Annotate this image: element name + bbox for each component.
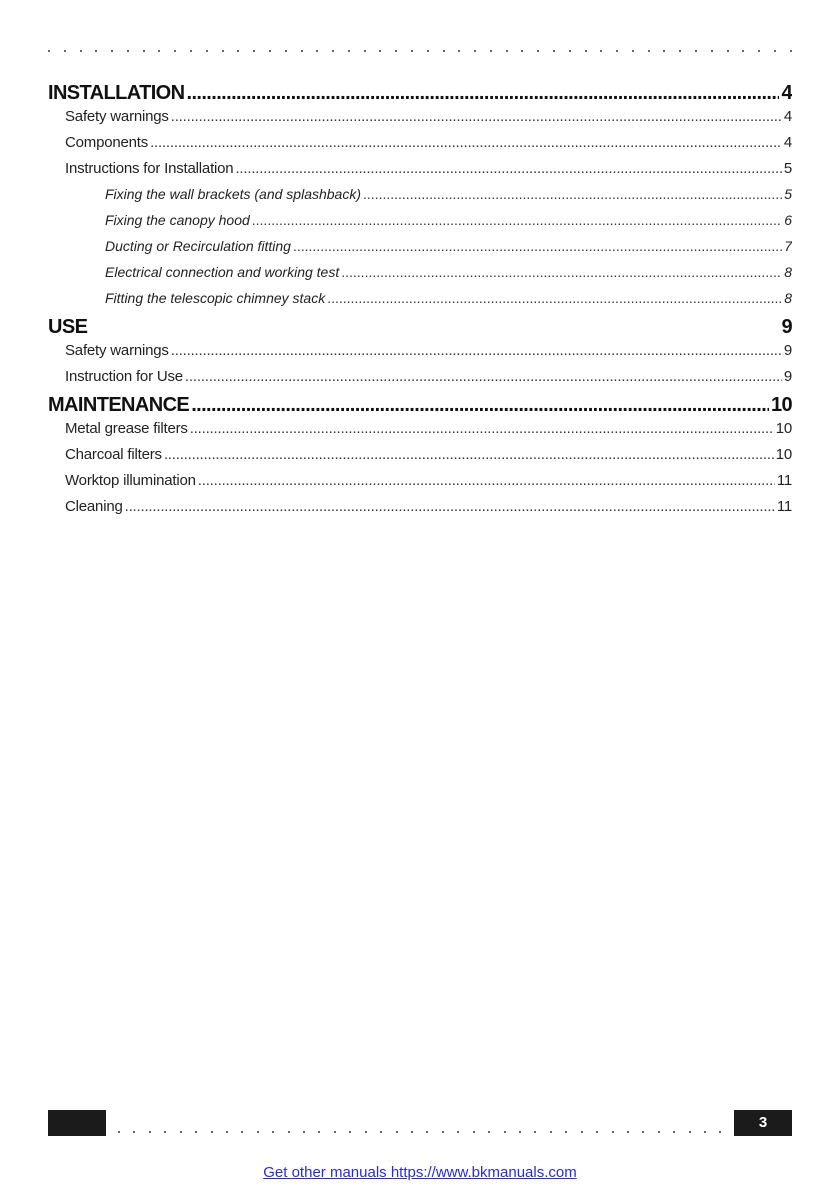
rule-dot: [695, 50, 697, 52]
rule-dot: [365, 1131, 367, 1133]
toc-entry[interactable]: [48, 108, 792, 134]
rule-dot: [206, 50, 208, 52]
rule-dot: [118, 1131, 120, 1133]
top-dotted-rule: [48, 44, 792, 58]
toc-entry-label: Worktop illumination: [65, 472, 196, 489]
toc-page-number: 5: [783, 160, 792, 177]
toc-subentry[interactable]: [48, 186, 792, 212]
rule-dot: [581, 1131, 583, 1133]
rule-dot: [521, 50, 523, 52]
dot-leader: [191, 394, 769, 417]
rule-dot: [272, 1131, 274, 1133]
rule-dot: [316, 50, 318, 52]
rule-dot: [596, 1131, 598, 1133]
rule-dot: [111, 50, 113, 52]
toc-subentry[interactable]: [48, 290, 792, 316]
rule-dot: [790, 50, 792, 52]
rule-dot: [627, 1131, 629, 1133]
rule-dot: [379, 50, 381, 52]
dot-leader: [125, 498, 775, 515]
rule-dot: [727, 50, 729, 52]
toc-entry[interactable]: [48, 134, 792, 160]
toc-page-number: 4: [781, 82, 792, 104]
toc-entry-label: Safety warnings: [65, 108, 169, 125]
toc-page-number: 10: [775, 420, 792, 437]
rule-dot: [348, 50, 350, 52]
rule-dot: [679, 50, 681, 52]
rule-dot: [158, 50, 160, 52]
rule-dot: [164, 1131, 166, 1133]
rule-dot: [349, 1131, 351, 1133]
rule-dot: [241, 1131, 243, 1133]
toc-section-maintenance[interactable]: [48, 394, 792, 420]
rule-dot: [257, 1131, 259, 1133]
rule-dot: [269, 50, 271, 52]
toc-page-number: 4: [783, 108, 792, 125]
rule-dot: [458, 50, 460, 52]
toc-entry[interactable]: [48, 498, 792, 524]
rule-dot: [550, 1131, 552, 1133]
toc-entry[interactable]: [48, 342, 792, 368]
rule-dot: [80, 50, 82, 52]
toc-entry-label: Components: [65, 134, 149, 151]
toc-subentry[interactable]: [48, 264, 792, 290]
dot-leader: [252, 212, 782, 228]
rule-dot: [301, 50, 303, 52]
rule-dot: [396, 1131, 398, 1133]
rule-dot: [253, 50, 255, 52]
rule-dot: [569, 50, 571, 52]
rule-dot: [537, 50, 539, 52]
rule-dot: [648, 50, 650, 52]
rule-dot: [504, 1131, 506, 1133]
rule-dot: [190, 50, 192, 52]
toc-section-installation[interactable]: [48, 82, 792, 108]
dot-leader: [293, 238, 782, 254]
rule-dot: [742, 50, 744, 52]
toc-entry-label: Ducting or Recirculation fitting: [105, 238, 291, 254]
toc-entry-label: Cleaning: [65, 498, 123, 515]
toc-entry-label: Electrical connection and working test: [105, 264, 340, 280]
rule-dot: [411, 50, 413, 52]
toc-entry-label: Instruction for Use: [65, 368, 183, 385]
rule-dot: [534, 1131, 536, 1133]
rule-dot: [288, 1131, 290, 1133]
toc-subentry[interactable]: [48, 238, 792, 264]
dot-leader: [190, 420, 774, 437]
dot-leader: [185, 368, 782, 385]
rule-dot: [364, 50, 366, 52]
rule-dot: [616, 50, 618, 52]
bottom-dotted-rule: [118, 1128, 722, 1136]
toc-page-number: 9: [783, 368, 792, 385]
dot-leader: [164, 446, 774, 463]
toc-page-number: 9: [783, 342, 792, 359]
toc-entry-label: Safety warnings: [65, 342, 169, 359]
rule-dot: [411, 1131, 413, 1133]
dot-leader: [186, 82, 779, 105]
toc-entry-label: Metal grease filters: [65, 420, 188, 437]
dot-leader: [327, 290, 782, 306]
toc-page-number: 8: [784, 264, 792, 280]
dot-leader: [235, 160, 781, 177]
rule-dot: [585, 50, 587, 52]
rule-dot: [48, 50, 50, 52]
rule-dot: [143, 50, 145, 52]
rule-dot: [285, 50, 287, 52]
toc-entry[interactable]: [48, 420, 792, 446]
dot-leader: [341, 264, 782, 280]
page-number-badge: 3: [734, 1110, 792, 1136]
toc-page-number: 11: [776, 498, 792, 515]
rule-dot: [632, 50, 634, 52]
toc-entry-label: Fitting the telescopic chimney stack: [105, 290, 326, 306]
rule-dot: [663, 50, 665, 52]
rule-dot: [427, 50, 429, 52]
toc-entry[interactable]: [48, 368, 792, 394]
toc-page-number: 5: [784, 186, 792, 202]
rule-dot: [488, 1131, 490, 1133]
rule-dot: [506, 50, 508, 52]
rule-dot: [64, 50, 66, 52]
toc-page-number: 9: [781, 316, 792, 338]
rule-dot: [211, 1131, 213, 1133]
rule-dot: [195, 1131, 197, 1133]
rule-dot: [600, 50, 602, 52]
rule-dot: [442, 1131, 444, 1133]
toc-entry-label: Fixing the wall brackets (and splashback): [105, 186, 362, 202]
rule-dot: [474, 50, 476, 52]
rule-dot: [133, 1131, 135, 1133]
rule-dot: [226, 1131, 228, 1133]
rule-dot: [180, 1131, 182, 1133]
toc-entry-label: INSTALLATION: [48, 82, 185, 104]
table-of-contents: [48, 82, 792, 524]
rule-dot: [222, 50, 224, 52]
rule-dot: [565, 1131, 567, 1133]
rule-dot: [395, 50, 397, 52]
rule-dot: [719, 1131, 721, 1133]
toc-section-use[interactable]: [48, 316, 792, 342]
toc-entry-label: USE: [48, 316, 88, 338]
rule-dot: [553, 50, 555, 52]
rule-dot: [612, 1131, 614, 1133]
rule-dot: [711, 50, 713, 52]
rule-dot: [758, 50, 760, 52]
rule-dot: [149, 1131, 151, 1133]
rule-dot: [303, 1131, 305, 1133]
toc-entry[interactable]: [48, 160, 792, 186]
rule-dot: [332, 50, 334, 52]
toc-entry-label: MAINTENANCE: [48, 394, 190, 416]
dot-leader: [363, 186, 782, 202]
rule-dot: [127, 50, 129, 52]
toc-page-number: 11: [776, 472, 792, 489]
toc-page-number: 6: [784, 212, 792, 228]
dot-leader: [150, 134, 782, 151]
dot-leader: [171, 342, 782, 359]
rule-dot: [237, 50, 239, 52]
toc-page-number: 10: [775, 446, 792, 463]
toc-page-number: 8: [784, 290, 792, 306]
toc-page-number: 10: [770, 394, 792, 416]
rule-dot: [95, 50, 97, 52]
toc-entry-label: Charcoal filters: [65, 446, 162, 463]
toc-entry-label: Fixing the canopy hood: [105, 212, 250, 228]
toc-entry[interactable]: [48, 446, 792, 472]
rule-dot: [519, 1131, 521, 1133]
rule-dot: [473, 1131, 475, 1133]
rule-dot: [174, 50, 176, 52]
rule-dot: [658, 1131, 660, 1133]
manuals-link[interactable]: Get other manuals https://www.bkmanuals.com: [263, 1164, 577, 1181]
rule-dot: [774, 50, 776, 52]
toc-entry-label: Instructions for Installation: [65, 160, 234, 177]
toc-entry[interactable]: [48, 472, 792, 498]
rule-dot: [689, 1131, 691, 1133]
dot-leader: [198, 472, 775, 489]
dot-leader: [171, 108, 782, 125]
rule-dot: [426, 1131, 428, 1133]
rule-dot: [457, 1131, 459, 1133]
rule-dot: [642, 1131, 644, 1133]
toc-subentry[interactable]: [48, 212, 792, 238]
rule-dot: [380, 1131, 382, 1133]
toc-page-number: 4: [783, 134, 792, 151]
rule-dot: [443, 50, 445, 52]
rule-dot: [334, 1131, 336, 1133]
rule-dot: [673, 1131, 675, 1133]
rule-dot: [318, 1131, 320, 1133]
toc-page-number: 7: [784, 238, 792, 254]
footer-black-block: [48, 1110, 106, 1136]
rule-dot: [490, 50, 492, 52]
rule-dot: [704, 1131, 706, 1133]
